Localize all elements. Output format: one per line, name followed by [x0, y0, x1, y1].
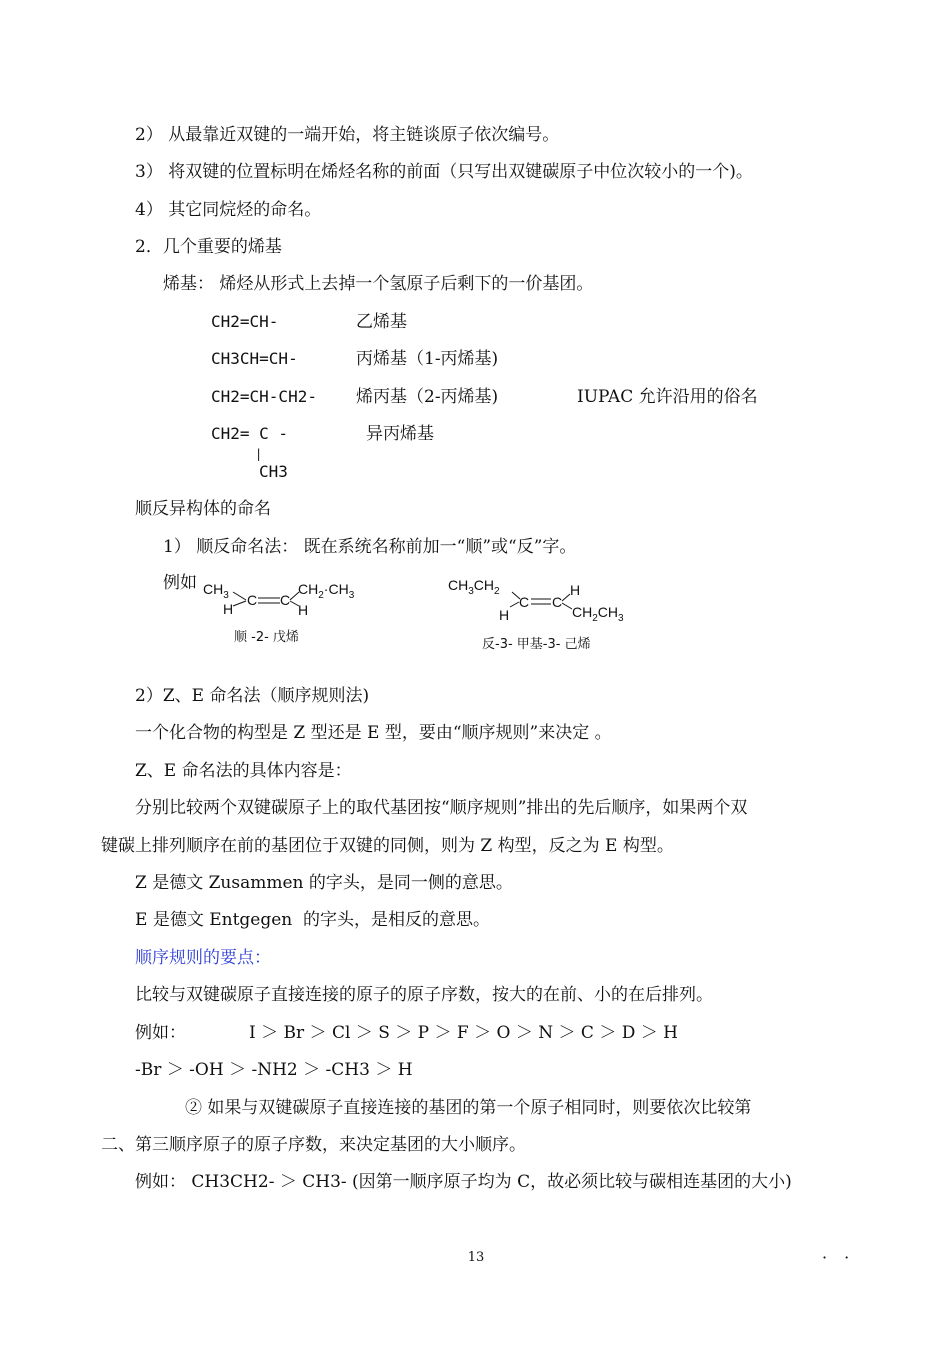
name-isopropenyl: 异丙烯基 [366, 424, 434, 444]
cis-c1: C [247, 592, 258, 608]
trans-ethyl-right: $CH_2CH_3$ [572, 604, 624, 624]
name-vinyl: 乙烯基 [356, 312, 407, 332]
sequence-rule-heading: 顺序规则的要点： [135, 948, 271, 968]
example-label: 例如 [163, 573, 197, 593]
ze-rule-line1: 分别比较两个双键碳原子上的取代基团按“顺序规则”排出的先后顺序，如果两个双 [135, 798, 748, 818]
trans-c1: C [519, 594, 530, 610]
cis-bonds [200, 580, 320, 620]
trans-ethyl-left: $CH_3CH_2$ [448, 577, 500, 597]
cis-trans-heading: 顺反异构体的命名 [135, 499, 271, 519]
step-2: 2） 从最靠近双键的一端开始，将主链谈原子依次编号。 [135, 125, 560, 145]
section-heading-alkenyl: 2．几个重要的烯基 [135, 237, 282, 257]
formula-vinyl: CH2=CH- [211, 312, 279, 331]
ze-heading: 2）Z、E 命名法（顺序规则法) [135, 686, 370, 706]
ze-content-heading: Z、E 命名法的具体内容是： [135, 761, 352, 781]
name-allyl: 烯丙基（2-丙烯基) [356, 387, 499, 407]
rule-1: 比较与双键碳原子直接连接的原子的原子序数，按大的在前、小的在后排列。 [135, 985, 713, 1005]
cis-ch3-left: $CH_3$ [203, 581, 229, 601]
cis-c2: C [280, 592, 291, 608]
rule-2-line2: 二、第三顺序原子的原子序数，来决定基团的大小顺序。 [101, 1135, 526, 1155]
step-3: 3） 将双键的位置标明在烯烃名称的前面（只写出双键碳原子中位次较小的一个)。 [135, 162, 753, 182]
branch-ch3: CH3 [259, 462, 288, 481]
formula-allyl: CH2=CH-CH2- [211, 387, 317, 406]
cis-trans-method: 1） 顺反命名法： 既在系统名称前加一“顺”或“反”字。 [163, 537, 577, 557]
branch-bond: | [255, 447, 263, 461]
rule-2-example: 例如： CH3CH2- ＞ CH3- (因第一顺序原子均为 C，故必须比较与碳相连基团的大小) [135, 1172, 792, 1192]
iupac-note: IUPAC 允许沿用的俗名 [577, 387, 758, 407]
rule-1-example-atoms: I ＞ Br ＞ Cl ＞ S ＞ P ＞ F ＞ O ＞ N ＞ C ＞ D ＞ H [249, 1023, 679, 1043]
formula-isopropenyl: CH2= C - [211, 424, 289, 443]
trans-c2: C [552, 594, 563, 610]
name-propenyl: 丙烯基（1-丙烯基) [356, 349, 499, 369]
alkenyl-definition: 烯基： 烯烃从形式上去掉一个氢原子后剩下的一价基团。 [163, 274, 594, 294]
page-number: 13 [467, 1250, 485, 1265]
cis-caption: 顺 -2- 戊烯 [234, 630, 299, 645]
z-definition: Z 是德文 Zusammen 的字头，是同一侧的意思。 [135, 873, 513, 893]
rule-1-example-label: 例如： [135, 1023, 186, 1043]
rule-2-line1: ② 如果与双键碳原子直接连接的基团的第一个原子相同时，则要依次比较第 [185, 1098, 752, 1118]
trans-h-right: H [570, 582, 581, 598]
cis-h-left: H [223, 601, 234, 617]
cis-ethyl: $CH_2\cdot CH_3$ [298, 581, 355, 601]
rule-1-example-groups: -Br ＞ -OH ＞ -NH2 ＞ -CH3 ＞ H [135, 1060, 413, 1080]
ze-rule-line2: 键碳上排列顺序在前的基团位于双键的同侧，则为 Z 构型，反之为 E 构型。 [101, 836, 674, 856]
trans-bonds [490, 585, 590, 625]
step-4: 4） 其它同烷烃的命名。 [135, 200, 322, 220]
ze-intro: 一个化合物的构型是 Z 型还是 E 型，要由“顺序规则”来决定 。 [135, 723, 612, 743]
cis-h-right: H [298, 602, 309, 618]
trans-caption: 反-3- 甲基-3- 己烯 [482, 637, 591, 652]
trans-h-left: H [499, 607, 510, 623]
footer-dots: · · [822, 1248, 856, 1267]
e-definition: E 是德文 Entgegen 的字头，是相反的意思。 [135, 910, 491, 930]
formula-propenyl: CH3CH=CH- [211, 349, 298, 368]
